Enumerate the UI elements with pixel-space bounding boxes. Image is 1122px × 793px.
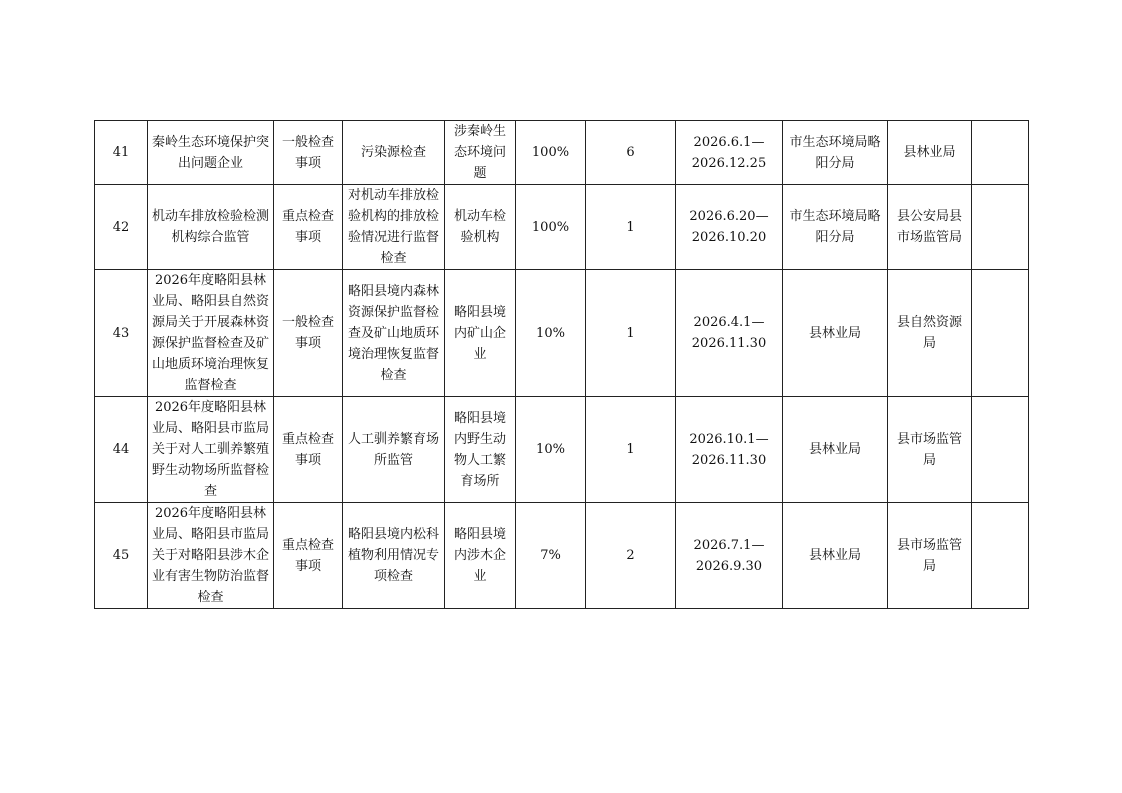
partner-department: 县林业局	[888, 121, 972, 185]
check-content: 人工驯养繁育场所监管	[343, 397, 445, 503]
check-period: 2026.7.1—2026.9.30	[676, 503, 783, 609]
lead-department: 市生态环境局略阳分局	[783, 185, 888, 270]
item-name: 机动车排放检验检测机构综合监管	[148, 185, 274, 270]
item-type: 一般检查事项	[274, 121, 343, 185]
lead-department: 县林业局	[783, 397, 888, 503]
check-count: 2	[586, 503, 676, 609]
check-period: 2026.6.1—2026.12.25	[676, 121, 783, 185]
item-type: 重点检查事项	[274, 185, 343, 270]
partner-department: 县公安局县市场监管局	[888, 185, 972, 270]
sampling-ratio: 7%	[516, 503, 586, 609]
partner-department: 县自然资源局	[888, 270, 972, 397]
check-content: 污染源检查	[343, 121, 445, 185]
table-row	[95, 185, 1029, 270]
check-count: 1	[586, 270, 676, 397]
item-type: 重点检查事项	[274, 397, 343, 503]
check-content: 略阳县境内松科植物利用情况专项检查	[343, 503, 445, 609]
lead-department: 市生态环境局略阳分局	[783, 121, 888, 185]
check-count: 6	[586, 121, 676, 185]
row-number: 44	[95, 397, 148, 503]
table-row	[95, 503, 1029, 609]
row-number: 41	[95, 121, 148, 185]
item-name: 2026年度略阳县林业局、略阳县市监局关于对略阳县涉木企业有害生物防治监督检查	[148, 503, 274, 609]
item-type: 一般检查事项	[274, 270, 343, 397]
row-number: 45	[95, 503, 148, 609]
sampling-ratio: 10%	[516, 270, 586, 397]
check-target: 机动车检验机构	[445, 185, 516, 270]
table-row	[95, 397, 1029, 503]
sampling-ratio: 100%	[516, 121, 586, 185]
remarks	[972, 503, 1029, 609]
check-content: 略阳县境内森林资源保护监督检查及矿山地质环境治理恢复监督检查	[343, 270, 445, 397]
check-target: 略阳县境内涉木企业	[445, 503, 516, 609]
check-period: 2026.4.1—2026.11.30	[676, 270, 783, 397]
row-number: 42	[95, 185, 148, 270]
table-row	[95, 121, 1029, 185]
item-type: 重点检查事项	[274, 503, 343, 609]
table-row	[95, 270, 1029, 397]
sampling-ratio: 10%	[516, 397, 586, 503]
check-count: 1	[586, 397, 676, 503]
item-name: 2026年度略阳县林业局、略阳县市监局关于对人工驯养繁殖野生动物场所监督检查	[148, 397, 274, 503]
remarks	[972, 270, 1029, 397]
check-period: 2026.10.1—2026.11.30	[676, 397, 783, 503]
remarks	[972, 397, 1029, 503]
partner-department: 县市场监管局	[888, 503, 972, 609]
check-content: 对机动车排放检验机构的排放检验情况进行监督检查	[343, 185, 445, 270]
lead-department: 县林业局	[783, 503, 888, 609]
sampling-ratio: 100%	[516, 185, 586, 270]
remarks	[972, 121, 1029, 185]
check-period: 2026.6.20—2026.10.20	[676, 185, 783, 270]
remarks	[972, 185, 1029, 270]
check-target: 略阳县境内野生动物人工繁育场所	[445, 397, 516, 503]
row-number: 43	[95, 270, 148, 397]
item-name: 2026年度略阳县林业局、略阳县自然资源局关于开展森林资源保护监督检查及矿山地质环境治理恢复监督检查	[148, 270, 274, 397]
inspection-plan-table	[94, 120, 1029, 609]
partner-department: 县市场监管局	[888, 397, 972, 503]
item-name: 秦岭生态环境保护突出问题企业	[148, 121, 274, 185]
check-target: 略阳县境内矿山企业	[445, 270, 516, 397]
check-target: 涉秦岭生态环境问题	[445, 121, 516, 185]
check-count: 1	[586, 185, 676, 270]
lead-department: 县林业局	[783, 270, 888, 397]
